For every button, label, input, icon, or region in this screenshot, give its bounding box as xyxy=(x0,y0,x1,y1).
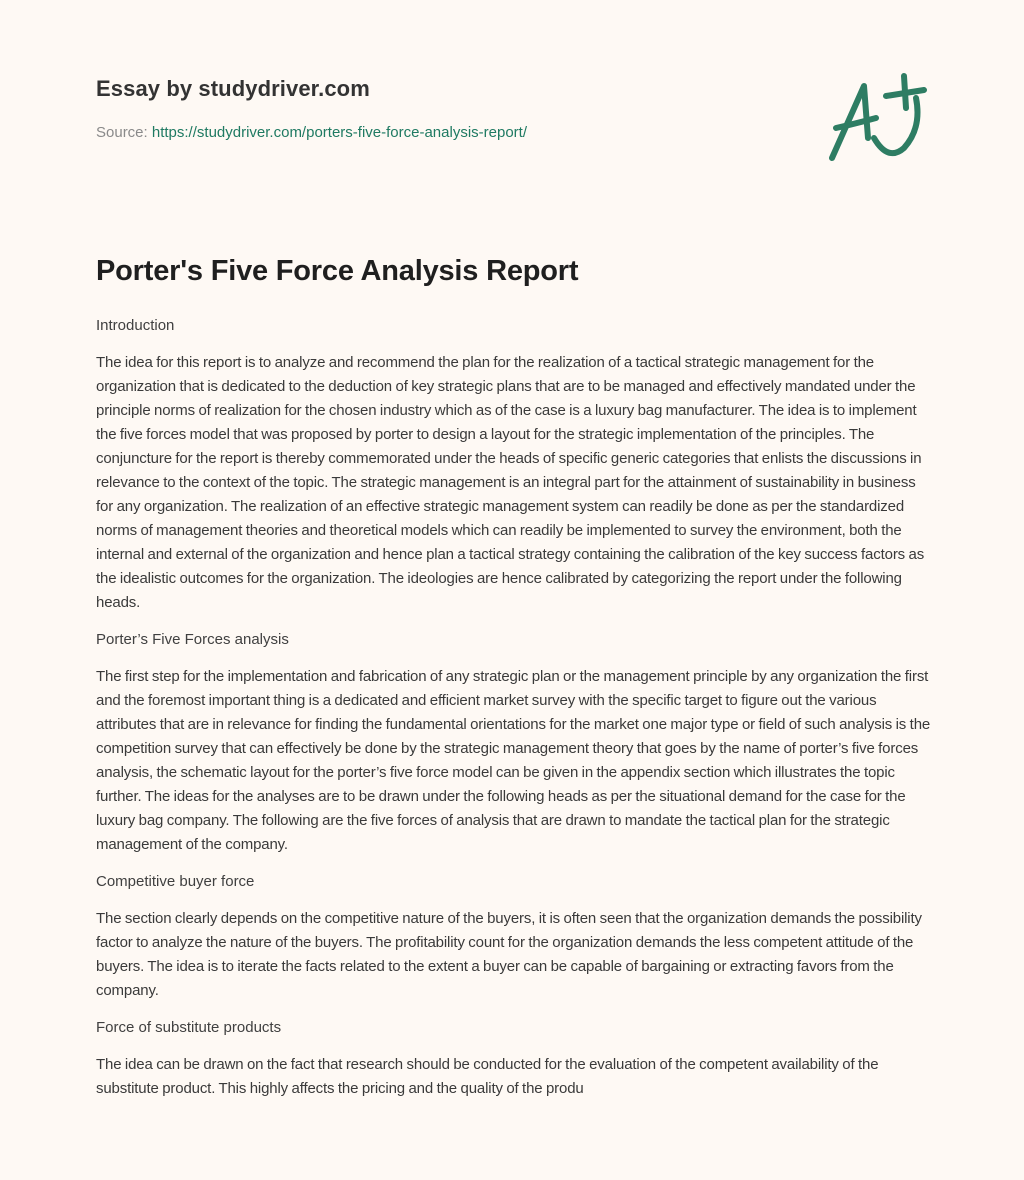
section-paragraph: The idea can be drawn on the fact that research should be conducted for the evaluation of the competent availability of the substitute product. This highly affects the pricing and the quality of the produ xyxy=(96,1056,879,1097)
section-paragraph: The section clearly depends on the competitive nature of the buyers, it is often seen that the organization demands the possibility factor to analyze the nature of the buyers. The profitability count for the organization demands the less competent attitude of the buyers. The idea is to iterate the facts related to the extent a buyer can be capable of bargaining or extracting favors from the company. xyxy=(96,910,922,999)
section-heading: Introduction xyxy=(96,317,175,334)
section-substitute-products xyxy=(96,1016,932,1101)
a-plus-grade-icon xyxy=(824,68,928,164)
section-heading: Force of substitute products xyxy=(96,1019,282,1036)
section-heading: Competitive buyer force xyxy=(96,873,255,890)
document-title: Porter's Five Force Analysis Report xyxy=(96,255,579,287)
site-title: Essay by studydriver.com xyxy=(96,76,370,101)
section-porters-five-forces xyxy=(96,628,932,857)
page-header xyxy=(96,0,932,230)
source-line xyxy=(96,124,527,141)
source-link[interactable]: https://studydriver.com/porters-five-force-analysis-report/ xyxy=(151,124,527,141)
source-label: Source: xyxy=(96,124,152,141)
section-introduction xyxy=(96,314,932,615)
section-paragraph: The idea for this report is to analyze and recommend the plan for the realization of a tactical strategic management for the organization that is dedicated to the deduction of key strategic plans that are to be managed and effectively mandated under the principle norms of realization for the chosen industry which as of the case is a luxury bag manufacturer. The idea is to implement the five forces model that was proposed by porter to design a layout for the strategic implementation of the principles. The conjuncture for the report is thereby commemorated under the heads of specific generic categories that enlists the discussions in relevance to the context of the topic. The strategic management is an integral part for the attainment of sustainability in business for any organization. The realization of an effective strategic management system can readily be done as per the standardized norms of management theories and theoretical models which can readily be implemented to survey the environment, both the internal and external of the organization and hence plan a tactical strategy containing the calibration of the key success factors as the idealistic outcomes for the organization. The ideologies are hence calibrated by categorizing the report under the following heads. xyxy=(96,354,925,611)
document-body xyxy=(96,314,932,1114)
section-heading: Porter’s Five Forces analysis xyxy=(96,631,289,648)
section-competitive-buyer-force xyxy=(96,870,932,1003)
section-paragraph: The first step for the implementation and fabrication of any strategic plan or the management principle by any organization the first and the foremost important thing is a dedicated and efficient market survey with the specific target to figure out the various attributes that are in relevance for finding the fundamental orientations for the market one major type or field of such analysis is the competition survey that can effectively be done by the strategic management theory that goes by the name of porter’s five forces analysis, the schematic layout for the porter’s five force model can be given in the appendix section which illustrates the topic further. The ideas for the analyses are to be drawn under the following heads as per the situational demand for the case for the luxury bag company. The following are the five forces of analysis that are drawn to mandate the tactical plan for the strategic management of the company. xyxy=(96,668,931,853)
essay-page xyxy=(96,0,932,1097)
